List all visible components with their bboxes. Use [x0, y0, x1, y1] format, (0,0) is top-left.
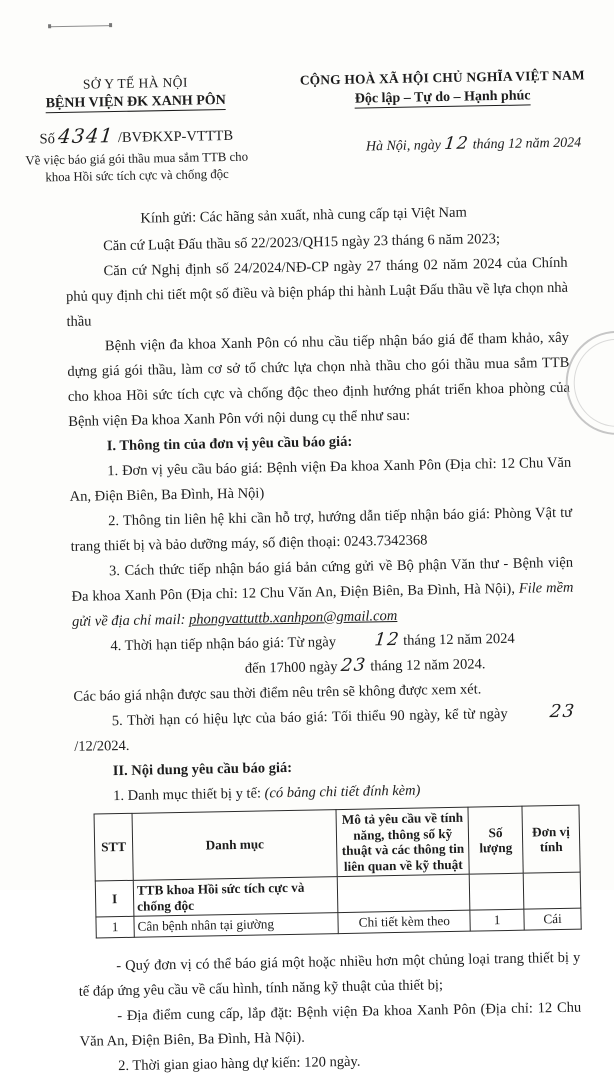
handwritten-end-day: 23: [340, 655, 368, 677]
closing-bullet-1: - Quý đơn vị có thể báo giá một hoặc nhiều hơn một chủng loại trang thiết bị y tế đáp ứng yêu cầu về cấu hình, tính năng kỹ thuật của thiết bị;: [78, 949, 581, 1000]
item-5-prefix: 5. Thời hạn có hiệu lực của báo giá: Tối thiểu 90 ngày, kể từ ngày: [111, 705, 513, 730]
section1-heading: I. Thông tin của đơn vị yêu cầu báo giá:: [106, 433, 353, 455]
item-2: 2. Thông tin liên hệ khi cần hỗ trợ, hướng dẫn tiếp nhận báo giá: Phòng Vật tư trang thiết bị và bảo dưỡng máy, số điện thoại: 0243.7342368: [70, 504, 573, 555]
national-motto: Độc lập – Tự do – Hạnh phúc: [354, 88, 531, 107]
item-4b-suffix: tháng 12 năm 2024.: [366, 656, 486, 675]
delivery-time-item: 2. Thời gian giao hàng dự kiến: 120 ngày.: [118, 1053, 361, 1074]
date-prefix: Hà Nội, ngày: [365, 138, 445, 155]
header-left-block: [0, 73, 278, 187]
number-suffix: /BVĐKXP-VTTTB: [117, 127, 234, 146]
document-subject: [0, 148, 278, 187]
row2-danh-muc: Cân bệnh nhân tại giường: [134, 913, 339, 937]
item-4b-prefix: đến 17h00 ngày: [244, 658, 342, 677]
handwritten-start-day: 12: [373, 629, 401, 651]
row2-mo-ta: Chi tiết kèm theo: [338, 910, 470, 933]
hospital-name: BỆNH VIỆN ĐK XANH PÔN: [45, 93, 226, 112]
legal-basis-1: Căn cứ Luật Đấu thầu số 22/2023/QH15 ngày 23 tháng 6 năm 2023;: [102, 231, 501, 255]
date-suffix: tháng 12 năm 2024: [469, 135, 582, 153]
row1-danh-muc: TTB khoa Hồi sức tích cực và chống độc: [133, 877, 338, 917]
row1-stt: I: [95, 880, 134, 917]
item-5: [74, 701, 577, 760]
place-date-line: [278, 133, 610, 157]
equipment-table: [94, 805, 582, 938]
header-so-luong: Số lượng: [468, 806, 523, 874]
header-don-vi-tinh: Đơn vị tính: [522, 805, 580, 873]
row1-don-vi: [523, 872, 581, 909]
row2-stt: 1: [96, 916, 134, 937]
subject-line1: Về việc báo giá gói thầu mua sắm TTB cho: [25, 149, 249, 168]
handwritten-day: 12: [443, 133, 471, 155]
item-5-suffix: /12/2024.: [74, 737, 130, 755]
late-quotes-note: Các báo giá nhận được sau thời điểm nêu trên sẽ không được xem xét.: [73, 681, 482, 705]
national-header: CỘNG HOÀ XÃ HỘI CHỦ NGHĨA VIỆT NAM: [299, 67, 585, 88]
item-3-text: 3. Cách thức tiếp nhận báo giá bản cứng gửi về Bộ phận Văn thư - Bệnh viện Đa khoa Xanh Pôn (Địa chỉ: 12 Chu Văn An, Điện Biên, Ba Đình, Hà Nội),: [71, 554, 574, 605]
item-1: 1. Đơn vị yêu cầu báo giá: Bệnh viện Đa khoa Xanh Pôn (Địa chỉ: 12 Chu Văn An, Điện Biên, Ba Đình, Hà Nội): [69, 454, 572, 505]
section2-item1-text: 1. Danh mục thiết bị y tế:: [113, 785, 265, 805]
closing-bullet-2: - Địa điểm cung cấp, lắp đặt: Bệnh viện Đa khoa Xanh Pôn (Địa chỉ: 12 Chu Văn An, Điện Biên, Ba Đình, Hà Nội).: [79, 999, 582, 1050]
section2-heading: II. Nội dung yêu cầu báo giá:: [112, 759, 293, 780]
row1-so-luong: [469, 873, 524, 910]
subject-line2: khoa Hồi sức tích cực và chống độc: [45, 166, 229, 185]
handwritten-document-number: 4341: [57, 124, 116, 149]
item-4-suffix: tháng 12 năm 2024: [399, 630, 515, 649]
item-4-prefix: 4. Thời hạn tiếp nhận báo giá: Từ ngày: [110, 634, 337, 655]
header-stt: STT: [94, 813, 133, 881]
salutation-line: Kính gửi: Các hãng sản xuất, nhà cung cấp tại Việt Nam: [140, 204, 467, 227]
row2-don-vi: Cái: [524, 908, 581, 930]
handwritten-validity-day: 23: [549, 701, 577, 723]
document-body: [0, 219, 614, 1081]
table-header-row: [94, 805, 580, 881]
agency-name: SỞ Y TẾ HÀ NỘI: [82, 74, 188, 92]
section2-item1-note: (có bảng chi tiết đính kèm): [264, 782, 421, 802]
closing-notes: [78, 945, 582, 1079]
row2-so-luong: 1: [470, 909, 524, 930]
row1-mo-ta: [338, 874, 470, 912]
contact-email: phongvattuttb.xanhpon@gmail.com: [188, 607, 398, 628]
legal-basis-2: Căn cứ Nghị định số 24/2024/NĐ-CP ngày 27 tháng 02 năm 2024 của Chính phủ quy định chi tiết một số điều và biện pháp thi hành Luật Đấu thầu về lựa chọn nhà thầu: [65, 254, 569, 330]
header-danh-muc: Danh mục: [132, 810, 338, 881]
number-prefix: Số: [39, 131, 56, 148]
item-3: [71, 551, 574, 635]
intro-paragraph: Bệnh viện đa khoa Xanh Pôn có nhu cầu tiếp nhận báo giá để tham khảo, xây dựng giá gói thầu, làm cơ sở tổ chức lựa chọn nhà thầu cho gói thầu mua sắm TTB cho khoa Hồi sức tích cực và chống độc theo định hướng phát triển khoa phòng của Bệnh viện Đa khoa Xanh Pôn với nội dung cụ thể như sau:: [67, 329, 570, 430]
document-number-line: [0, 123, 278, 149]
item-3-softcopy-note: File mềm gửi về địa chỉ mail:: [71, 579, 574, 630]
header-right-block: [276, 67, 609, 182]
header-mo-ta: Mô tả yêu cầu về tính năng, thông số kỹ thuật và các thông tin liên quan về kỹ thuật: [336, 807, 469, 876]
